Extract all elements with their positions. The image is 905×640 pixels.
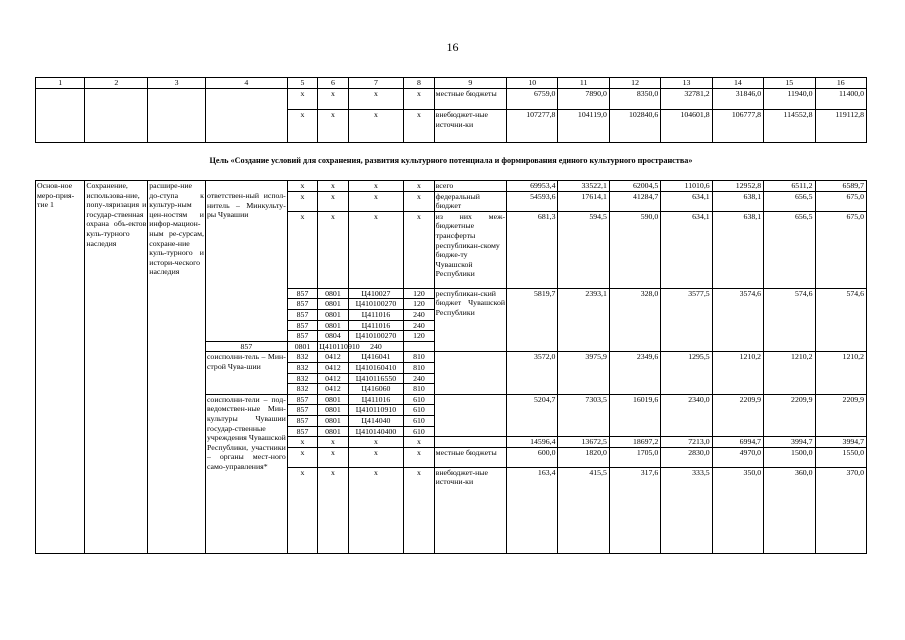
value-cell: 634,1 — [661, 191, 712, 211]
value-cell: 106777,8 — [712, 110, 763, 143]
cell: х — [404, 181, 434, 192]
value-cell: 370,0 — [815, 467, 867, 553]
value-cell: 13672,5 — [558, 437, 609, 448]
cell: х — [318, 110, 348, 143]
value-cell: 2830,0 — [661, 447, 712, 467]
cell: 120 — [404, 288, 434, 299]
cell: х — [287, 191, 317, 211]
value-cell: 2340,0 — [661, 394, 712, 436]
cell: 120 — [404, 299, 434, 310]
cell: х — [287, 211, 317, 288]
value-cell: 33522,1 — [558, 181, 609, 192]
event-name: Сохранение, использова-ние, попу-ляризация и государ-ственная охрана объ-ектов куль-турного наследия — [85, 181, 148, 554]
value-cell: 2349,6 — [609, 352, 660, 394]
value-cell: 6994,7 — [712, 437, 763, 448]
cell: х — [287, 467, 317, 553]
cell: 857 — [287, 331, 317, 342]
value-cell: 638,1 — [712, 191, 763, 211]
cell: Ц414040 — [348, 415, 404, 426]
value-cell: 656,5 — [764, 191, 815, 211]
header-cell: 6 — [318, 78, 348, 89]
value-cell: 7303,5 — [558, 394, 609, 436]
cell: 857 — [287, 405, 317, 416]
value-cell: 5204,7 — [507, 394, 558, 436]
cell: х — [318, 467, 348, 553]
value-cell: 54593,6 — [507, 191, 558, 211]
cell: Ц410140400 — [348, 426, 404, 437]
value-cell: 102840,6 — [609, 110, 660, 143]
value-cell: 6511,2 — [764, 181, 815, 192]
value-cell: 1820,0 — [558, 447, 609, 467]
cell: х — [404, 447, 434, 467]
value-cell: 12952,8 — [712, 181, 763, 192]
cell: х — [404, 211, 434, 288]
cell: х — [287, 110, 317, 143]
header-cell: 1 — [36, 78, 85, 89]
cell: Ц410160410 — [348, 362, 404, 373]
cell: х — [404, 110, 434, 143]
value-cell: 675,0 — [815, 191, 867, 211]
cell: 0412 — [318, 362, 348, 373]
empty-cell — [85, 89, 148, 143]
cell: 0412 — [318, 373, 348, 384]
cell: х — [287, 447, 317, 467]
source-cell: республикан-ский бюджет Чувашской Республики — [434, 288, 506, 352]
cell: Ц410100270 — [348, 331, 404, 342]
cell: х — [318, 191, 348, 211]
empty-cell — [434, 394, 506, 436]
value-cell: 328,0 — [609, 288, 660, 352]
cell: х — [348, 110, 404, 143]
source-cell: внебюджет-ные источни-ки — [434, 467, 506, 553]
value-cell: 11010,6 — [661, 181, 712, 192]
cell: х — [348, 191, 404, 211]
value-cell: 3574,6 — [712, 288, 763, 352]
empty-cell — [205, 181, 287, 192]
value-cell: 16019,6 — [609, 394, 660, 436]
value-cell: 681,3 — [507, 211, 558, 288]
cell: 240 — [404, 309, 434, 320]
value-cell: 5819,7 — [507, 288, 558, 352]
cell: 857 — [287, 415, 317, 426]
cell: Ц416060 — [348, 384, 404, 395]
header-cell: 13 — [661, 78, 712, 89]
cell: Ц411016 — [348, 394, 404, 405]
cell: х — [404, 467, 434, 553]
cell: 0801 — [318, 394, 348, 405]
value-cell: 1210,2 — [764, 352, 815, 394]
value-cell: 2209,9 — [712, 394, 763, 436]
cell: х — [348, 447, 404, 467]
value-cell: 1295,5 — [661, 352, 712, 394]
budget-table-continuation — [35, 77, 867, 143]
value-cell: 333,5 — [661, 467, 712, 553]
cell: 857 — [287, 299, 317, 310]
value-cell: 62004,5 — [609, 181, 660, 192]
cell: х — [318, 211, 348, 288]
value-cell: 1500,0 — [764, 447, 815, 467]
value-cell: 14596,4 — [507, 437, 558, 448]
cell: х — [287, 89, 317, 110]
cell: Ц410110910 — [319, 341, 360, 351]
cell: Ц410110910 — [348, 405, 404, 416]
cell: 810 — [404, 384, 434, 395]
value-cell: 32781,2 — [661, 89, 712, 110]
cell: 832 — [287, 384, 317, 395]
cell: х — [348, 211, 404, 288]
value-cell: 574,6 — [764, 288, 815, 352]
cell: 857 — [287, 320, 317, 331]
cell: 0801 — [318, 426, 348, 437]
cell: х — [348, 89, 404, 110]
co-executor: соисполни-тель – Мин-строй Чува-шии — [205, 352, 287, 394]
cell: х — [318, 447, 348, 467]
value-cell: 360,0 — [764, 467, 815, 553]
cell: х — [348, 181, 404, 192]
value-cell: 104601,8 — [661, 110, 712, 143]
value-cell: 574,6 — [815, 288, 867, 352]
cell: 810 — [404, 362, 434, 373]
value-cell: 350,0 — [712, 467, 763, 553]
co-executors-subordinate: соисполни-тели – под-ведомствен-ные Мин-культуры Чувашии государ-ственные учреждения Чувашской Республики, участники – органы мест-ного само-управления* — [205, 394, 287, 553]
cell: Ц410116550 — [348, 373, 404, 384]
cell: 0412 — [318, 352, 348, 363]
cell: 857 — [205, 341, 287, 352]
cell: 0801 — [318, 415, 348, 426]
value-cell: 415,5 — [558, 467, 609, 553]
cell: 120 — [404, 331, 434, 342]
header-cell: 4 — [205, 78, 287, 89]
cell: х — [318, 437, 348, 448]
source-cell: из них меж-бюджетные трансферты республикан-скому бюдже-ту Чувашской Республики — [434, 211, 506, 288]
value-cell: 114552,8 — [764, 110, 815, 143]
cell: Ц411016 — [348, 320, 404, 331]
header-cell: 12 — [609, 78, 660, 89]
cell: х — [318, 181, 348, 192]
budget-table-main — [35, 180, 867, 554]
cell: Ц410027 — [348, 288, 404, 299]
cell: 857 — [287, 288, 317, 299]
header-row — [36, 78, 867, 89]
header-cell: 7 — [348, 78, 404, 89]
cell: 832 — [287, 373, 317, 384]
cell: х — [404, 89, 434, 110]
source-cell: федеральный бюджет — [434, 191, 506, 211]
value-cell: 590,0 — [609, 211, 660, 288]
cell: 0801 — [318, 288, 348, 299]
cell: 832 — [287, 362, 317, 373]
cell: Ц410100270 — [348, 299, 404, 310]
header-cell: 10 — [507, 78, 558, 89]
cell: 0801 — [287, 341, 317, 352]
value-cell: 2209,9 — [764, 394, 815, 436]
cell: 0801 — [318, 320, 348, 331]
empty-cell — [205, 89, 287, 143]
empty-cell — [36, 89, 85, 143]
cell: 832 — [287, 352, 317, 363]
source-cell: местные бюджеты — [434, 447, 506, 467]
value-cell: 317,6 — [609, 467, 660, 553]
empty-cell — [148, 89, 206, 143]
value-cell: 11940,0 — [764, 89, 815, 110]
cell: 810 — [404, 352, 434, 363]
value-cell: 41284,7 — [609, 191, 660, 211]
value-cell: 594,5 — [558, 211, 609, 288]
table-row-total — [36, 181, 867, 192]
value-cell: 3994,7 — [815, 437, 867, 448]
value-cell: 638,1 — [712, 211, 763, 288]
cell: 610 — [404, 394, 434, 405]
value-cell: 31846,0 — [712, 89, 763, 110]
header-cell: 11 — [558, 78, 609, 89]
value-cell: 7213,0 — [661, 437, 712, 448]
value-cell: 1550,0 — [815, 447, 867, 467]
cell: 0801 — [318, 405, 348, 416]
cell: 857 — [287, 426, 317, 437]
responsible-executor: ответствен-ный испол-нитель – Минкульту-ры Чувашии — [205, 191, 287, 341]
page-number: 16 — [446, 40, 459, 54]
value-cell: 8350,0 — [609, 89, 660, 110]
cell: х — [348, 467, 404, 553]
cell: х — [404, 437, 434, 448]
header-cell: 14 — [712, 78, 763, 89]
value-cell: 2393,1 — [558, 288, 609, 352]
cell: 0804 — [318, 331, 348, 342]
value-cell: 600,0 — [507, 447, 558, 467]
source-cell: всего — [434, 181, 506, 192]
value-cell: 6759,0 — [507, 89, 558, 110]
cell: Ц416041 — [348, 352, 404, 363]
event-number: Основ-ное меро-прия-тие 1 — [36, 181, 85, 554]
cell: 610 — [404, 426, 434, 437]
cell: 0801 — [318, 309, 348, 320]
empty-cell — [434, 437, 506, 448]
value-cell: 1210,2 — [815, 352, 867, 394]
value-cell: 107277,8 — [507, 110, 558, 143]
cell: 857 — [287, 309, 317, 320]
cell: 857 — [287, 394, 317, 405]
source-cell: местные бюджеты — [434, 89, 506, 110]
value-cell: 163,4 — [507, 467, 558, 553]
source-cell: внебюджет-ные источни-ки — [434, 110, 506, 143]
cell: х — [287, 181, 317, 192]
header-cell: 3 — [148, 78, 206, 89]
goal-heading: Цель «Создание условий для сохранения, развития культурного потенциала и формирования единого культурного пространства» — [209, 156, 693, 165]
cell: 240 — [404, 373, 434, 384]
cell: 0412 — [318, 384, 348, 395]
value-cell: 656,5 — [764, 211, 815, 288]
cell: х — [287, 437, 317, 448]
value-cell: 1210,2 — [712, 352, 763, 394]
cell: 0801 — [318, 299, 348, 310]
cell: 610 — [404, 405, 434, 416]
value-cell: 3994,7 — [764, 437, 815, 448]
value-cell: 17614,1 — [558, 191, 609, 211]
value-cell: 18697,2 — [609, 437, 660, 448]
value-cell: 119112,8 — [815, 110, 867, 143]
value-cell: 2209,9 — [815, 394, 867, 436]
value-cell: 3577,5 — [661, 288, 712, 352]
value-cell: 3572,0 — [507, 352, 558, 394]
cell: 610 — [404, 415, 434, 426]
table-row — [36, 89, 867, 110]
value-cell: 69953,4 — [507, 181, 558, 192]
event-purpose: расшире-ние до-ступа к культур-ным цен-ностям и инфор-мацион-ным ре-сурсам, сохране-ние куль-турного и истори-ческого наследия — [148, 181, 206, 554]
header-cell: 15 — [764, 78, 815, 89]
empty-cell — [434, 352, 506, 394]
header-cell: 8 — [404, 78, 434, 89]
cell: х — [404, 191, 434, 211]
cell: Ц411016 — [348, 309, 404, 320]
value-cell: 11400,0 — [815, 89, 867, 110]
header-cell: 16 — [815, 78, 867, 89]
cell: х — [318, 89, 348, 110]
value-cell: 3975,9 — [558, 352, 609, 394]
value-cell: 7890,0 — [558, 89, 609, 110]
value-cell: 104119,0 — [558, 110, 609, 143]
value-cell: 1705,0 — [609, 447, 660, 467]
header-cell: 9 — [434, 78, 506, 89]
cell: 240 — [404, 320, 434, 331]
cell: х — [348, 437, 404, 448]
value-cell: 675,0 — [815, 211, 867, 288]
header-cell: 5 — [287, 78, 317, 89]
value-cell: 634,1 — [661, 211, 712, 288]
header-cell: 2 — [85, 78, 148, 89]
value-cell: 6589,7 — [815, 181, 867, 192]
cell: 240 — [348, 341, 404, 352]
value-cell: 4970,0 — [712, 447, 763, 467]
